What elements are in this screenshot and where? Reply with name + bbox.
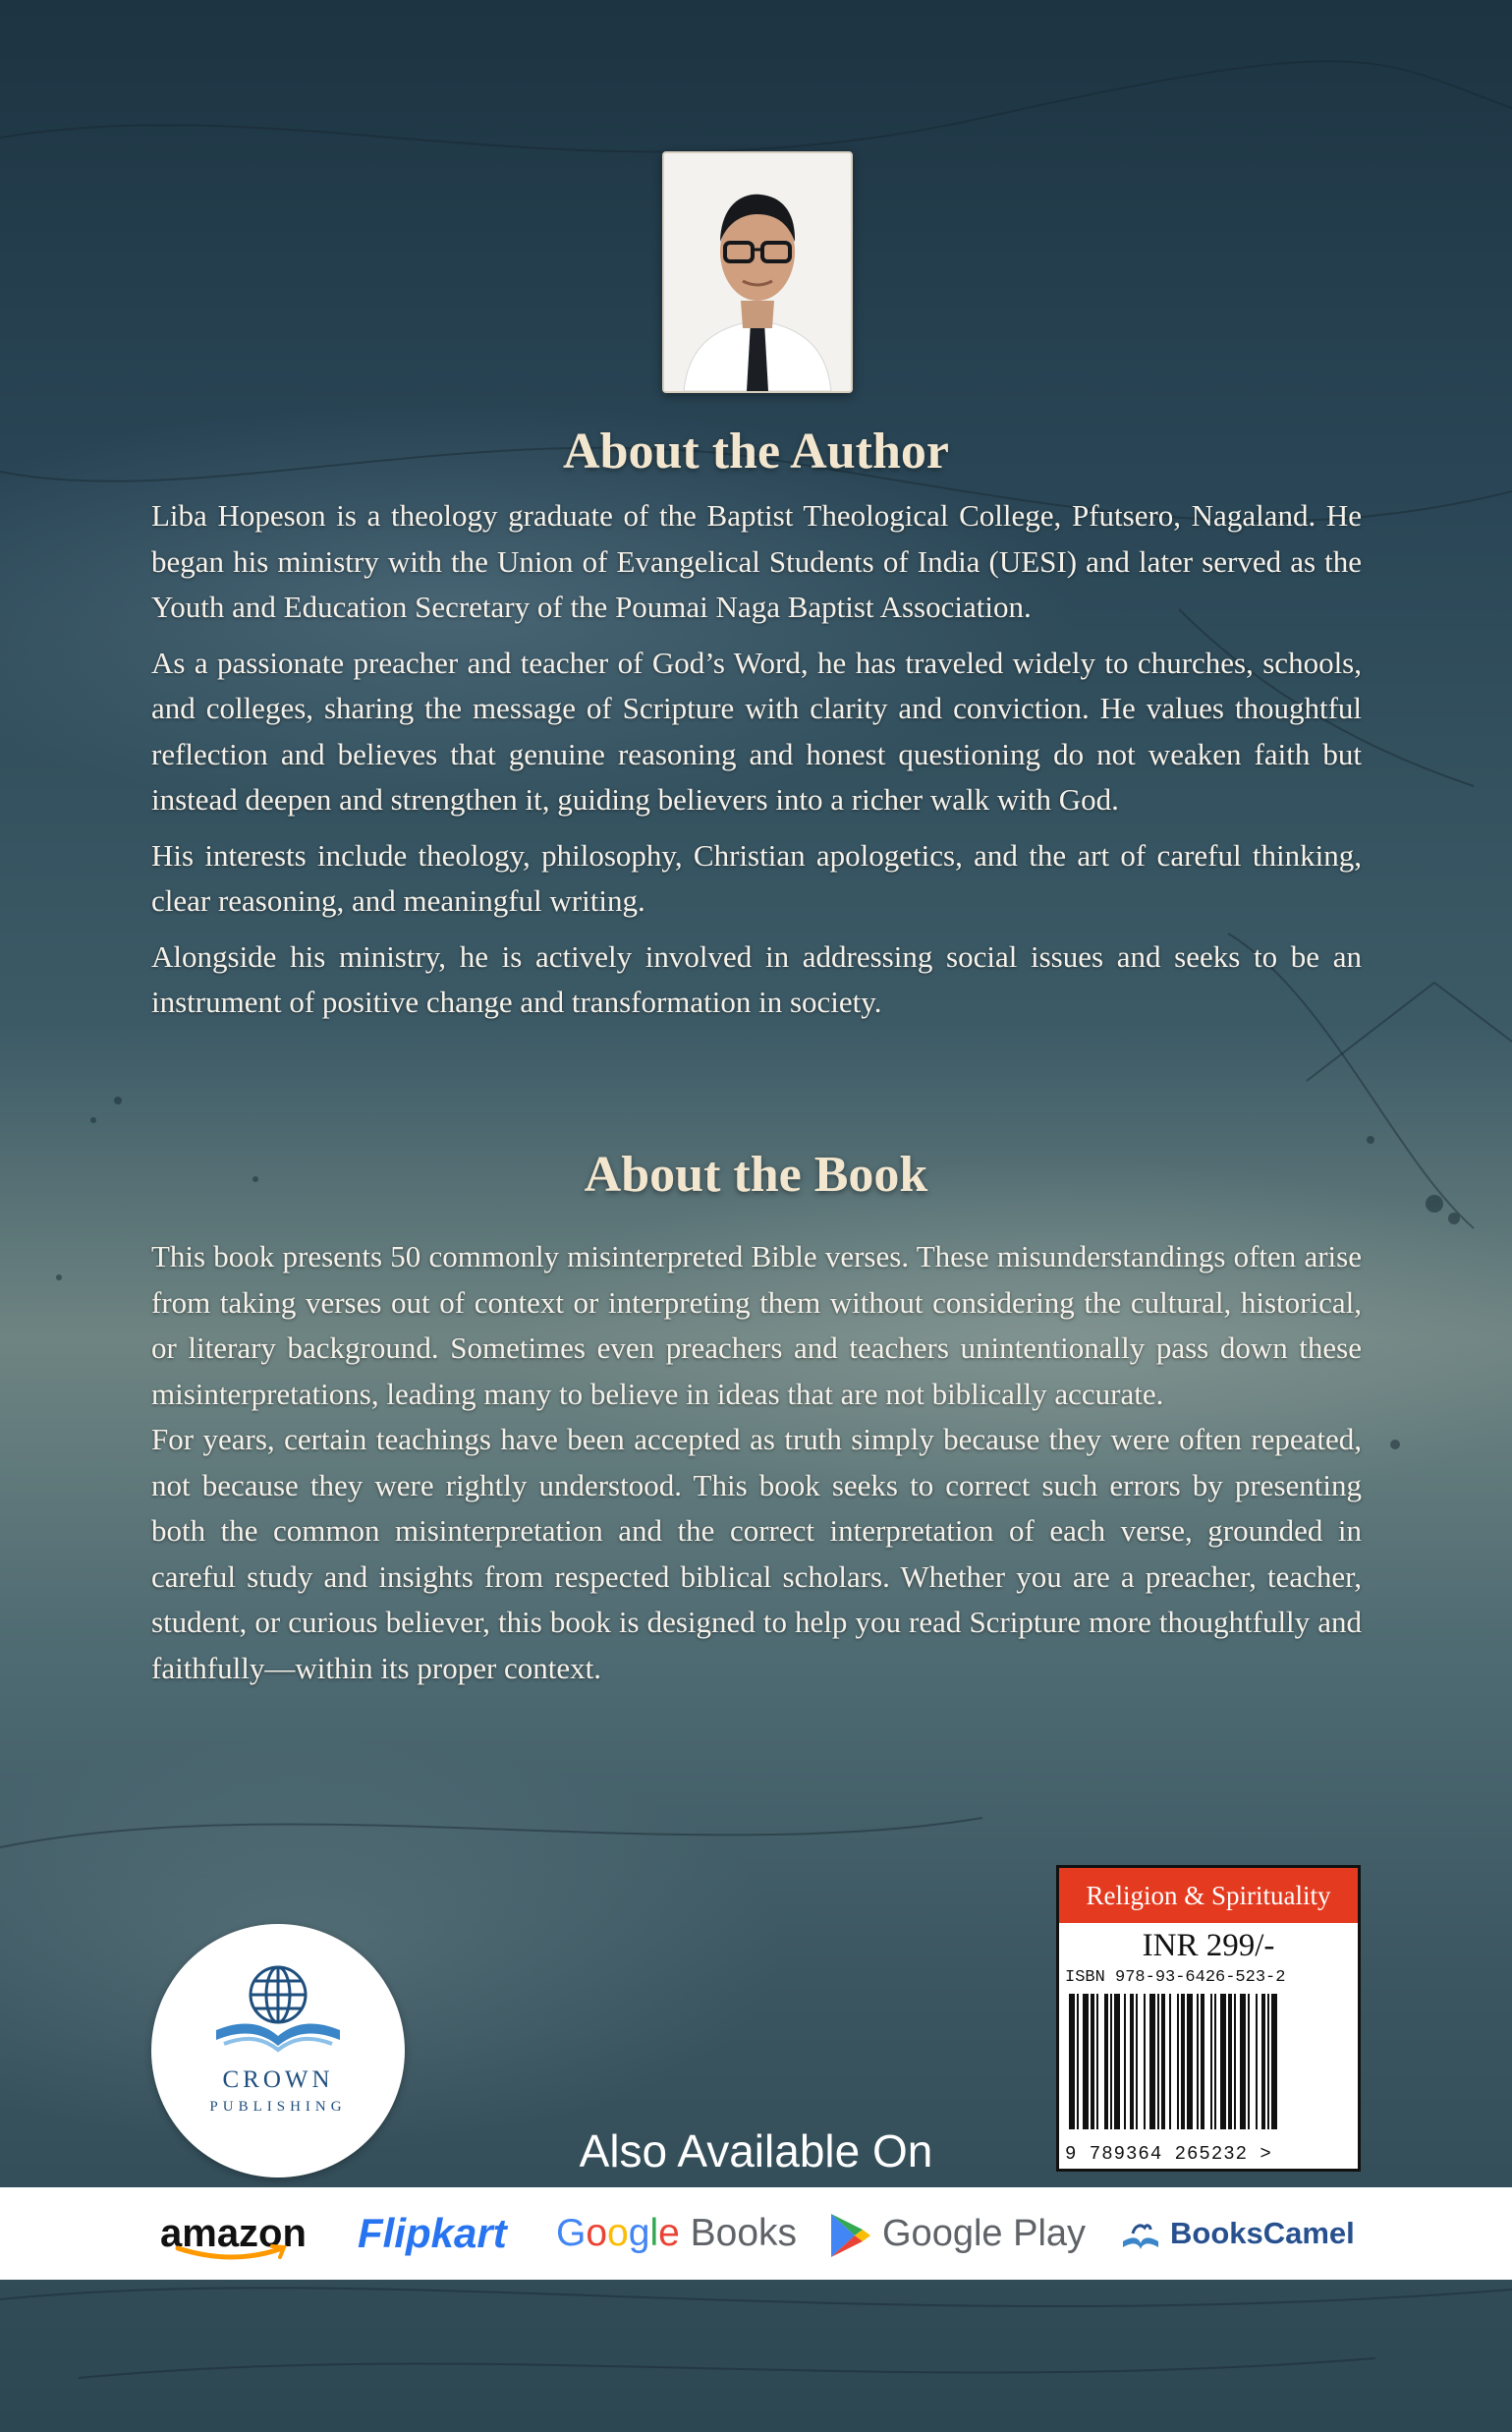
store-strip [0, 2187, 1512, 2280]
available-heading: Also Available On [579, 2125, 933, 2177]
google-books-books-label: Books [679, 2212, 798, 2254]
google-books-logo[interactable] [556, 2187, 797, 2280]
about-author-heading: About the Author [563, 424, 949, 480]
price-label: INR 299/- [1142, 1928, 1275, 1963]
book-paragraph: This book presents 50 commonly misinterpreted Bible verses. These misunderstandings often arise from taking verses out of context or interpreting them without considering the cultural, historical, or literary background. Sometimes even preachers and teachers unintentionally pass down these misinterpretations, leading many to believe in ideas that are not biblically accurate. [151, 1239, 1362, 1411]
about-author-text [151, 493, 1362, 1036]
publisher-subtitle: PUBLISHING [209, 2099, 347, 2115]
amazon-logo[interactable] [160, 2187, 307, 2280]
author-paragraph: As a passionate preacher and teacher of God’s Word, he has traveled widely to churches, schools, and colleges, sharing the message of Scripture with clarity and conviction. He values thoughtful reflection and believes that genuine reasoning and honest questioning do not weaken faith but instead deepen and strengthen it, guiding believers into a richer walk with God. [151, 645, 1362, 817]
author-paragraph: Alongside his ministry, he is actively involved in addressing social issues and seeks to be an instrument of positive change and transformation in society. [151, 938, 1362, 1019]
bookscamel-logo[interactable] [1119, 2187, 1355, 2280]
google-play-label: Google Play [882, 2213, 1087, 2254]
amazon-smile-icon [174, 2244, 292, 2262]
globe-book-logo-icon [151, 1924, 405, 2066]
flipkart-label: Flipkart [358, 2210, 507, 2256]
amazon-label: amazon [160, 2212, 307, 2255]
bookscamel-icon [1119, 2218, 1162, 2253]
barcode-digits: 9 789364 265232 > [1065, 2143, 1272, 2165]
author-paragraph: Liba Hopeson is a theology graduate of the Baptist Theological College, Pfutsero, Nagaland. He began his ministry with the Union of Evangelical Students of India (UESI) and later served as the Youth and Education Secretary of the Poumai Naga Baptist Association. [151, 498, 1362, 624]
isbn-label: ISBN 978-93-6426-523-2 [1065, 1968, 1286, 1987]
about-book-heading: About the Book [584, 1147, 928, 1203]
flipkart-logo[interactable] [358, 2187, 507, 2280]
publisher-name: CROWN [222, 2066, 334, 2093]
author-photo [662, 151, 853, 393]
book-paragraph: For years, certain teachings have been accepted as truth simply because they were often repeated, not because they were rightly understood. This book seeks to correct such errors by presenting both the common misinterpretation and the correct interpretation of each verse, grounded in careful study and insights from respected biblical scholars. Whether you are a preacher, teacher, student, or curious believer, this book is designed to help you read Scripture more thoughtfully and faithfully—within its proper context. [151, 1422, 1362, 1685]
bookscamel-label: BooksCamel [1170, 2216, 1355, 2250]
author-paragraph: His interests include theology, philosophy, Christian apologetics, and the art of careful thinking, clear reasoning, and meaningful writing. [151, 837, 1362, 918]
barcode [1067, 1994, 1362, 2141]
genre-label: Religion & Spirituality [1059, 1868, 1358, 1923]
google-play-logo[interactable] [827, 2187, 1086, 2280]
google-play-icon [827, 2211, 872, 2260]
author-portrait-icon [664, 153, 851, 391]
google-books-google-label: Google [556, 2212, 680, 2254]
about-book-text [151, 1234, 1362, 1691]
